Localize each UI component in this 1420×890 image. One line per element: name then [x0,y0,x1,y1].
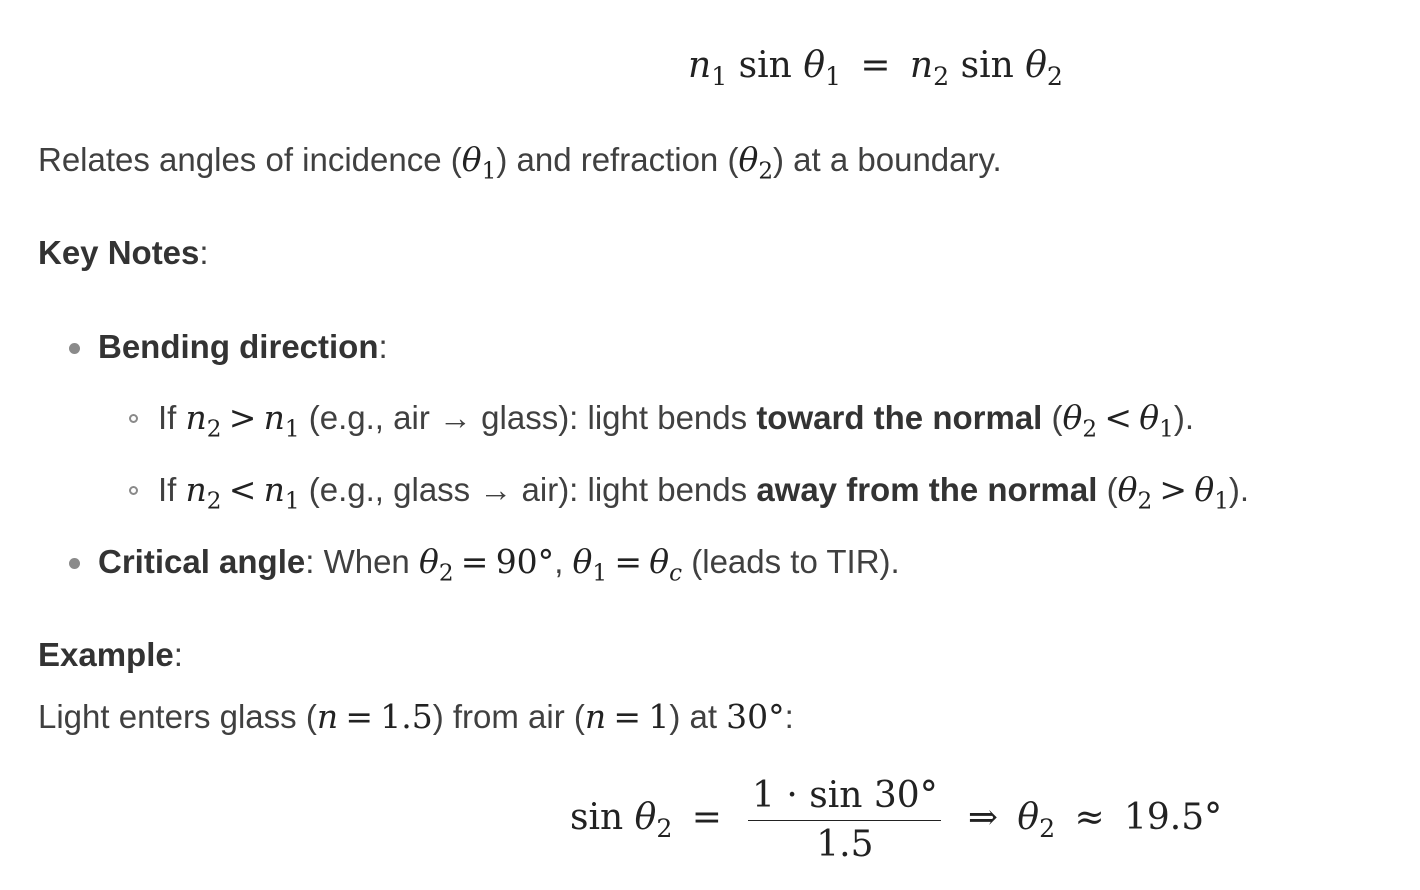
result-implies: ⇒ [967,796,999,838]
away-n2-sub: 2 [206,488,222,515]
critical-theta2-sub: 2 [438,560,454,587]
result-theta2-sub: 2 [1039,813,1056,843]
intro-theta1-sub: 1 [481,158,497,185]
critical-eq-a: = [460,542,489,581]
intro-theta2-sub: 2 [758,158,774,185]
result-theta2: θ [1017,796,1040,838]
toward-condition [185,398,300,443]
away-t1-sub: 1 [1214,488,1229,515]
example-text-d: : [784,698,794,735]
result-sin: sin [570,796,624,838]
result-value: 19.5° [1123,796,1223,838]
away-condition [185,470,300,515]
critical-math-a [418,542,555,587]
example-eq-glass: = [345,697,373,736]
intro-theta2: θ [738,140,759,179]
eq-theta1: θ [803,45,825,86]
example-colon: : [173,636,183,673]
critical-comma: , [554,543,573,580]
away-n2: n [185,470,207,509]
example-n-glass: n [316,697,339,736]
example-n-air: n [584,697,607,736]
bending-item [98,330,388,363]
away-paren-close: ). [1228,471,1250,508]
critical-90: 90° [495,542,555,581]
toward-rel: > [228,398,257,437]
fraction-denominator: 1.5 [816,824,874,865]
snell-equation [688,45,1063,92]
toward-n2-sub: 2 [206,416,222,443]
toward-if: If [158,399,186,436]
eq-n2-sub: 2 [933,62,950,92]
toward-n1-sub: 1 [284,416,300,443]
intro-text-c: ) at a boundary. [773,141,1002,178]
intro-theta1: θ [461,140,482,179]
toward-angle-op: < [1104,398,1132,437]
example-eq-air: = [613,697,642,736]
toward-bold: toward the normal [756,399,1043,436]
example-math-glass [317,697,433,736]
example-sentence [38,697,794,736]
result-theta-sub: 2 [656,813,673,843]
toward-text: (e.g., air → glass): light bends [299,399,757,436]
away-n1: n [263,470,285,509]
away-t2: θ [1117,470,1138,509]
result-equals: = [691,796,722,838]
away-rel: < [228,470,257,509]
bullet-bending [69,343,80,354]
toward-paren-open: ( [1042,399,1063,436]
critical-eq-b: = [614,542,643,581]
away-if: If [158,471,186,508]
away-angle-op: > [1159,470,1188,509]
away-item [158,470,1250,515]
example-text-b: ) from air ( [432,698,585,735]
toward-t1: θ [1139,398,1160,437]
bending-label: Bending direction [98,328,379,365]
critical-when: When [314,543,419,580]
result-fraction [748,775,941,865]
critical-theta2: θ [418,542,439,581]
toward-n2: n [185,398,207,437]
eq-theta2-sub: 2 [1046,62,1063,92]
eq-equals: = [860,45,891,86]
result-theta: θ [634,796,657,838]
example-label: Example [38,636,174,673]
example-heading [38,638,183,671]
eq-n1-sub: 1 [711,62,728,92]
critical-tir: (leads to TIR). [682,543,900,580]
bending-colon: : [378,328,388,365]
away-text: (e.g., glass → air): light bends [299,471,757,508]
eq-n2: n [909,45,934,86]
subbullet-away [129,486,138,495]
away-bold: away from the normal [756,471,1098,508]
key-notes-colon: : [199,234,209,271]
example-angle: 30° [726,697,785,736]
intro-text-b: ) and refraction ( [496,141,739,178]
critical-theta1: θ [572,542,593,581]
fraction-numerator: 1 · sin 30° [748,778,941,821]
bullet-critical [69,558,80,569]
critical-math-b [572,542,683,587]
result-approx: ≈ [1074,796,1105,838]
example-val-air: 1 [648,697,670,736]
intro-text-a: Relates angles of incidence ( [38,141,462,178]
example-math-air [585,697,669,736]
key-notes-label: Key Notes [38,234,200,271]
away-n1-sub: 1 [284,488,300,515]
toward-t2: θ [1062,398,1083,437]
critical-colon: : [305,543,315,580]
subbullet-toward [129,414,138,423]
critical-theta1-sub: 1 [592,560,608,587]
toward-t2-sub: 2 [1082,416,1098,443]
example-text-a: Light enters glass ( [38,698,317,735]
example-text-c: ) at [669,698,727,735]
toward-angle-rel [1062,398,1174,443]
away-t1: θ [1194,470,1215,509]
result-equation [570,775,1223,865]
away-t2-sub: 2 [1137,488,1153,515]
critical-thetac: θ [649,542,670,581]
toward-paren-close: ). [1173,399,1194,436]
critical-label: Critical angle [98,543,306,580]
away-angle-rel [1117,470,1229,515]
intro-paragraph [38,140,1002,185]
away-paren-open: ( [1097,471,1118,508]
critical-item [98,542,900,587]
example-val-glass: 1.5 [380,697,433,736]
toward-t1-sub: 1 [1159,416,1174,443]
eq-theta1-sub: 1 [825,62,842,92]
eq-sin2: sin [960,45,1014,86]
toward-item [158,398,1194,443]
critical-thetac-sub: c [669,560,683,587]
eq-sin1: sin [738,45,792,86]
eq-n1: n [688,45,712,86]
toward-n1: n [263,398,285,437]
eq-theta2: θ [1025,45,1047,86]
key-notes-heading [38,236,209,269]
